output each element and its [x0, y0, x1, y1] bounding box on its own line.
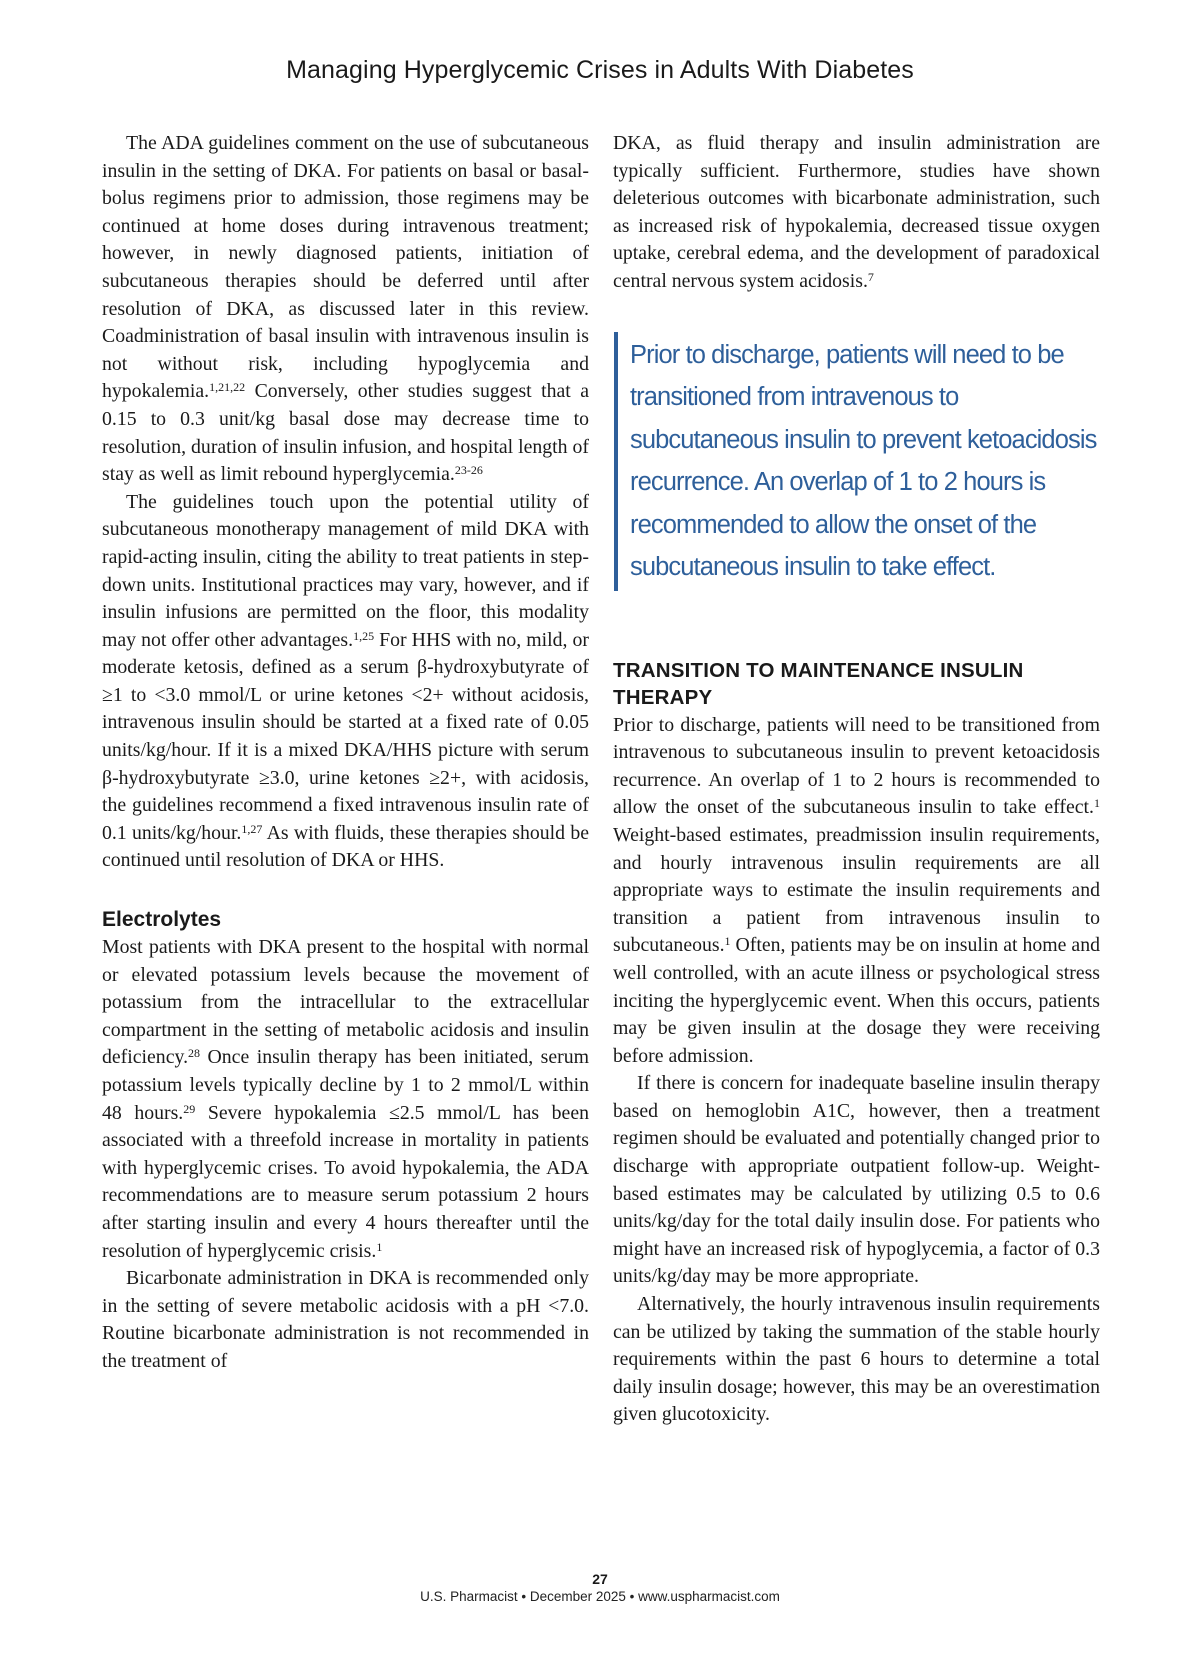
paragraph-subcutaneous-insulin: [102, 130, 589, 489]
paragraph-transition: [613, 712, 1100, 1071]
page-footer: [0, 1570, 1200, 1606]
citation-ref: 1: [1094, 796, 1100, 811]
left-column: [102, 130, 589, 1376]
section-heading-transition: TRANSITION TO MAINTENANCE INSULIN THERAPY: [613, 658, 1024, 709]
paragraph-text: Most patients with DKA present to the hospital with normal or elevated potassium levels because the movement of potassium from the intracellular to the extracellular compartment in the setting of metabolic acidosis and insulin deficiency.: [102, 936, 589, 1069]
citation-ref: 7: [867, 269, 874, 284]
publication-info: U.S. Pharmacist • December 2025 • www.uspharmacist.com: [420, 1589, 780, 1604]
paragraph-text: Bicarbonate administration in DKA is recommended only in the setting of severe metabolic acidosis with a pH <7.0. Routine bicarbonate administration is not recommended in the treatment of: [102, 1267, 589, 1372]
page-number: 27: [592, 1571, 608, 1587]
citation-ref: 1,27: [241, 821, 263, 836]
citation-ref: 1,25: [353, 628, 375, 643]
paragraph-text: As with fluids, these therapies should be continued until resolution of DKA or HHS.: [102, 821, 590, 872]
paragraph-text: Often, patients may be on insulin at home and well controlled, with an acute illness or psychological stress inciting the hyperglycemic event. When this occurs, patients may be given insulin at the dosage they were receiving before admission.: [613, 934, 1100, 1067]
paragraph-text: Prior to discharge, patients will need to be transitioned from intravenous to subcutaneous insulin to prevent ketoacidosis recurrence. An overlap of 1 to 2 hours is recommended to allow the onset of the subcutaneous insulin to take effect.: [613, 713, 1100, 819]
citation-ref: 1: [724, 934, 731, 949]
paragraph-text: The guidelines touch upon the potential utility of subcutaneous monotherapy management of mild DKA with rapid-acting insulin, citing the ability to treat patients in step-down units. Institutional practices may vary, however, and if insulin infusions are permitted on the floor, this modality may not offer other advantages.: [102, 490, 589, 651]
citation-ref: 1: [376, 1239, 383, 1254]
paragraph-bicarbonate-continued: [613, 130, 1100, 296]
citation-ref: 1,21,22: [209, 380, 246, 395]
paragraph-text: Severe hypokalemia ≤2.5 mmol/L has been associated with a threefold increase in mortality in patients with hyperglycemic crises. To avoid hypokalemia, the ADA recommendations are to measure serum potassium 2 hours after starting insulin and every 4 hours thereafter until the resolution of hyperglycemic crisis.: [102, 1101, 589, 1262]
electrolytes-heading: Electrolytes: [102, 908, 222, 932]
paragraph-baseline-insulin: [613, 1070, 1100, 1291]
citation-ref: 28: [188, 1046, 201, 1061]
right-column: [613, 130, 1100, 1429]
paragraph-text: DKA, as fluid therapy and insulin administration are typically sufficient. Furthermore, studies have shown deleterious outcomes with bicarbonate administration, such as increased risk of hypokalemia, decreased tissue oxygen uptake, cerebral edema, and the development of paradoxical central nervous system acidosis.: [613, 132, 1100, 292]
paragraph-text: Once insulin therapy has been initiated, serum potassium levels typically decline by 1 to 2 mmol/L within 48 hours.: [102, 1046, 589, 1124]
citation-ref: 29: [183, 1101, 196, 1116]
paragraph-text: Weight-based estimates, preadmission insulin requirements, and hourly intravenous insulin requirements are all appropriate ways to estimate the insulin requirements and transition a patient from intravenous insulin to subcutaneous.: [613, 823, 1100, 957]
paragraph-bicarbonate: [102, 1265, 589, 1375]
running-head-title: Managing Hyperglycemic Crises in Adults With Diabetes: [286, 56, 914, 84]
paragraph-text: For HHS with no, mild, or moderate ketosis, defined as a serum β-hydroxybutyrate of ≥1 to <3.0 mmol/L or urine ketones <2+ without acidosis, intravenous insulin should be started at a fixed rate of 0.05 units/kg/hour. If it is a mixed DKA/HHS picture with serum β-hydroxybutyrate ≥3.0, urine ketones ≥2+, with acidosis, the guidelines recommend a fixed intravenous insulin rate of 0.1 units/kg/hour.: [102, 628, 590, 844]
paragraph-text: Conversely, other studies suggest that a 0.15 to 0.3 unit/kg basal dose may decrease time to resolution, duration of insulin infusion, and hospital length of stay as well as limit rebound hyperglycemia.: [102, 380, 589, 486]
citation-ref: 23-26: [454, 463, 483, 478]
paragraph-hourly-requirements: [613, 1291, 1100, 1429]
paragraph-text: Alternatively, the hourly intravenous insulin requirements can be utilized by taking the summation of the stable hourly requirements within the past 6 hours to determine a total daily insulin dosage; however, this may be an overestimation given glucotoxicity.: [613, 1293, 1100, 1426]
paragraph-text: If there is concern for inadequate baseline insulin therapy based on hemoglobin A1C, however, then a treatment regimen should be evaluated and potentially changed prior to discharge with appropriate outpatient follow-up. Weight-based estimates may be calculated by utilizing 0.5 to 0.6 units/kg/day for the total daily insulin dose. For patients who might have an increased risk of hypoglycemia, a factor of 0.3 units/kg/day may be more appropriate.: [613, 1072, 1100, 1288]
pull-quote: Prior to discharge, patients will need to be transitioned from intravenous to subcutaneous insulin to prevent ketoacidosis recurrence. An overlap of 1 to 2 hours is recommended to allow the onset of the subcutaneous insulin to take effect.: [614, 332, 1100, 591]
paragraph-text: The ADA guidelines comment on the use of subcutaneous insulin in the setting of DKA. For patients on basal or basal-bolus regimens prior to admission, those regimens may be continued at home doses during intravenous treatment; however, in newly diagnosed patients, initiation of subcutaneous therapies should be deferred until after resolution of DKA, as discussed later in this review. Coadministration of basal insulin with intravenous insulin is not without risk, including hypoglycemia and hypokalemia.: [102, 132, 589, 403]
paragraph-monotherapy: [102, 489, 589, 875]
paragraph-electrolytes: [102, 934, 589, 1265]
